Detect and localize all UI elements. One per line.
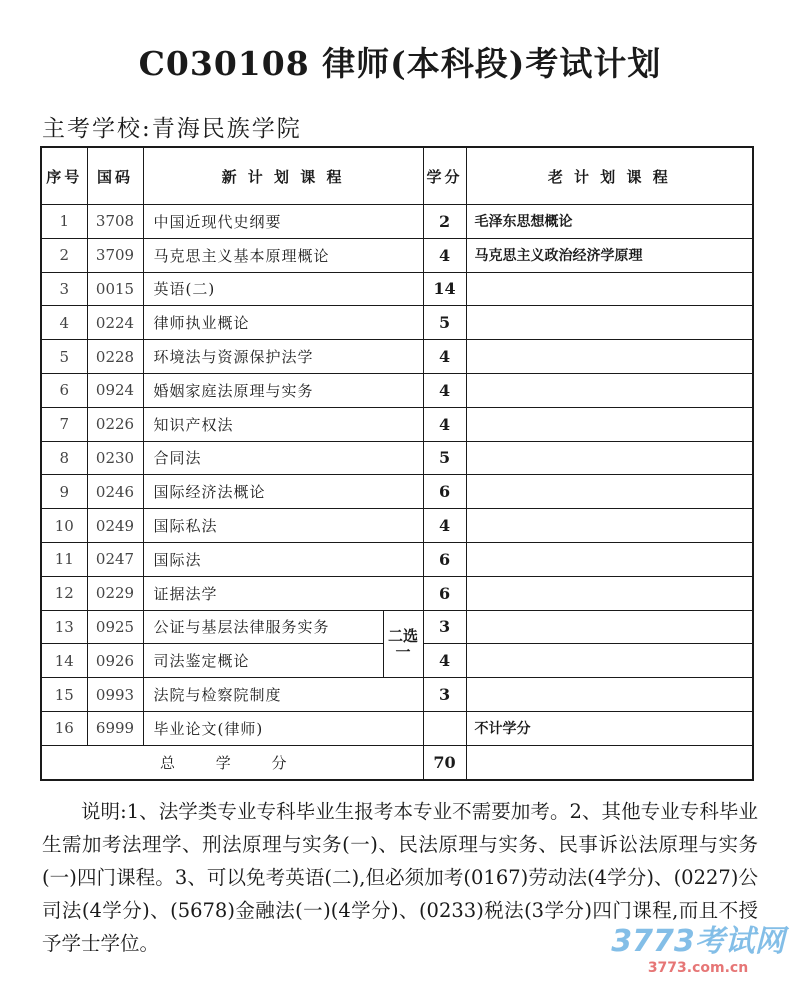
explanation-note: 说明:1、法学类专业专科毕业生报考本专业不需要加考。2、其他专业专科毕业生需加考法理学、刑法原理与实务(一)、民法原理与实务、民事诉讼法原理与实务(一)四门课程。3、可以免考英语(二),但必须加考(0167)劳动法(4学分)、(0227)公司法(4学分)、(5678)金融法(一)(4学分)、(0233)税法(3学分)四门课程,而且不授予学士学位。 (42, 800, 758, 955)
row-serial-no: 10 (41, 509, 87, 543)
row-course-code: 3709 (87, 238, 143, 272)
row-serial-no: 3 (41, 272, 87, 306)
total-credits-label: 总 学 分 (41, 745, 423, 779)
page-title: C030108 律师(本科段)考试计划 (138, 44, 662, 83)
row-old-course (466, 610, 753, 644)
row-serial-no: 12 (41, 576, 87, 610)
row-serial-no: 2 (41, 238, 87, 272)
row-credit: 6 (423, 576, 466, 610)
elective-choose-one: 二选一 (383, 610, 423, 678)
row-serial-no: 15 (41, 678, 87, 712)
row-course-name: 环境法与资源保护法学 (143, 340, 423, 374)
row-course-name: 毕业论文(律师) (143, 711, 423, 745)
table-row (41, 542, 753, 576)
row-course-code: 0226 (87, 407, 143, 441)
row-old-course: 马克思主义政治经济学原理 (466, 238, 753, 272)
table-row (41, 711, 753, 745)
row-credit: 6 (423, 475, 466, 509)
row-course-code: 0224 (87, 306, 143, 340)
row-course-name: 马克思主义基本原理概论 (143, 238, 423, 272)
row-serial-no: 5 (41, 340, 87, 374)
table-row (41, 272, 753, 306)
row-course-name: 国际法 (143, 542, 423, 576)
row-course-name: 英语(二) (143, 272, 423, 306)
row-old-course (466, 644, 753, 678)
row-course-name: 法院与检察院制度 (143, 678, 423, 712)
row-serial-no: 8 (41, 441, 87, 475)
header-old-course: 老 计 划 课 程 (466, 147, 753, 205)
row-course-name: 知识产权法 (143, 407, 423, 441)
table-row (41, 238, 753, 272)
row-course-code: 0229 (87, 576, 143, 610)
row-old-course: 不计学分 (466, 711, 753, 745)
row-old-course (466, 542, 753, 576)
row-course-name: 司法鉴定概论 (143, 644, 383, 678)
site-watermark (608, 916, 788, 986)
row-course-name: 中国近现代史纲要 (143, 205, 423, 239)
row-serial-no: 13 (41, 610, 87, 644)
row-serial-no: 11 (41, 542, 87, 576)
table-row (41, 441, 753, 475)
row-course-name: 合同法 (143, 441, 423, 475)
row-course-name: 公证与基层法律服务实务 (143, 610, 383, 644)
row-serial-no: 9 (41, 475, 87, 509)
row-course-code: 0993 (87, 678, 143, 712)
row-serial-no: 1 (41, 205, 87, 239)
header-new-course: 新 计 划 课 程 (143, 147, 423, 205)
row-course-code: 0228 (87, 340, 143, 374)
table-row (41, 610, 753, 644)
row-credit: 4 (423, 509, 466, 543)
row-credit: 4 (423, 373, 466, 407)
header-serial-no: 序号 (41, 147, 87, 205)
row-credit: 4 (423, 407, 466, 441)
total-credits-value: 70 (423, 745, 466, 779)
row-credit: 3 (423, 610, 466, 644)
row-serial-no: 6 (41, 373, 87, 407)
row-course-name: 证据法学 (143, 576, 423, 610)
row-credit: 4 (423, 340, 466, 374)
row-old-course (466, 475, 753, 509)
total-row-empty-cell (466, 745, 753, 779)
header-course-code: 国码 (87, 147, 143, 205)
row-serial-no: 7 (41, 407, 87, 441)
row-serial-no: 16 (41, 711, 87, 745)
row-old-course (466, 576, 753, 610)
row-course-code: 0926 (87, 644, 143, 678)
row-course-code: 0924 (87, 373, 143, 407)
row-course-code: 0247 (87, 542, 143, 576)
row-course-code: 6999 (87, 711, 143, 745)
header-credit: 学分 (423, 147, 466, 205)
row-credit (423, 711, 466, 745)
row-old-course (466, 678, 753, 712)
row-course-code: 0246 (87, 475, 143, 509)
row-old-course (466, 407, 753, 441)
row-credit: 4 (423, 644, 466, 678)
row-old-course (466, 272, 753, 306)
row-course-code: 0249 (87, 509, 143, 543)
exam-plan-table (40, 146, 754, 781)
host-school: 主考学校:青海民族学院 (42, 116, 302, 142)
watermark-logo-text: 3773考试网 (611, 924, 785, 959)
row-course-code: 3708 (87, 205, 143, 239)
table-row (41, 340, 753, 374)
table-row (41, 205, 753, 239)
table-row (41, 407, 753, 441)
row-serial-no: 4 (41, 306, 87, 340)
row-old-course (466, 373, 753, 407)
watermark-url: 3773.com.cn (647, 960, 749, 976)
row-credit: 4 (423, 238, 466, 272)
row-credit: 6 (423, 542, 466, 576)
row-course-name: 国际经济法概论 (143, 475, 423, 509)
row-credit: 2 (423, 205, 466, 239)
row-course-name: 国际私法 (143, 509, 423, 543)
row-credit: 3 (423, 678, 466, 712)
row-old-course (466, 340, 753, 374)
table-row (41, 306, 753, 340)
row-serial-no: 14 (41, 644, 87, 678)
table-row (41, 509, 753, 543)
table-total-row (41, 745, 753, 779)
table-row (41, 475, 753, 509)
row-course-name: 婚姻家庭法原理与实务 (143, 373, 423, 407)
row-course-code: 0015 (87, 272, 143, 306)
row-old-course (466, 509, 753, 543)
row-credit: 5 (423, 441, 466, 475)
row-course-name: 律师执业概论 (143, 306, 423, 340)
row-old-course (466, 306, 753, 340)
row-course-code: 0925 (87, 610, 143, 644)
row-course-code: 0230 (87, 441, 143, 475)
table-header-row (41, 147, 753, 205)
row-old-course (466, 441, 753, 475)
row-credit: 14 (423, 272, 466, 306)
row-old-course: 毛泽东思想概论 (466, 205, 753, 239)
table-row (41, 576, 753, 610)
table-row (41, 678, 753, 712)
row-credit: 5 (423, 306, 466, 340)
table-row (41, 373, 753, 407)
